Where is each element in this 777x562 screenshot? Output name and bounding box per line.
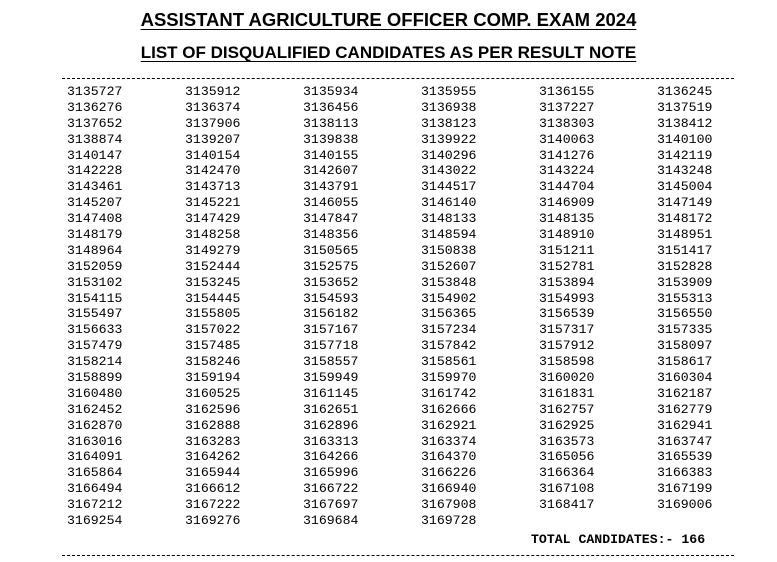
candidate-number: 3135727 xyxy=(67,84,123,99)
candidate-number: 3160304 xyxy=(657,370,713,386)
candidate-number: 3140155 xyxy=(303,147,359,163)
candidate-number: 3138412 xyxy=(657,115,713,131)
candidate-number: 3143461 xyxy=(67,179,123,195)
candidate-number: 3135955 xyxy=(421,84,477,99)
candidate-number: 3166364 xyxy=(539,465,595,481)
candidate-number: 3159949 xyxy=(303,370,359,386)
candidate-number: 3169684 xyxy=(303,513,359,529)
candidate-number: 3136276 xyxy=(67,99,123,115)
candidate-number: 3152575 xyxy=(303,258,359,274)
candidate-number: 3162896 xyxy=(303,417,359,433)
candidate-number: 3157485 xyxy=(185,338,241,354)
candidate-number: 3164370 xyxy=(421,449,477,465)
candidate-number: 3136245 xyxy=(657,84,713,99)
candidate-number: 3153652 xyxy=(303,274,359,290)
candidate-number: 3158557 xyxy=(303,354,359,370)
candidate-number: 3159194 xyxy=(185,370,241,386)
candidate-number: 3143224 xyxy=(539,163,595,179)
document-title: ASSISTANT AGRICULTURE OFFICER COMP. EXAM 2024 xyxy=(140,9,637,30)
candidate-number: 3165539 xyxy=(657,449,713,465)
candidate-number: 3137519 xyxy=(657,99,713,115)
candidate-number: 3148356 xyxy=(303,227,359,243)
candidate-number: 3166226 xyxy=(421,465,477,481)
candidate-number: 3158899 xyxy=(67,370,123,386)
candidate-number: 3159970 xyxy=(421,370,477,386)
candidate-number: 3167908 xyxy=(421,497,477,513)
candidate-number: 3142119 xyxy=(657,147,713,163)
candidate-number: 3146140 xyxy=(421,195,477,211)
candidate-number: 3152828 xyxy=(657,258,713,274)
candidate-number: 3161742 xyxy=(421,385,477,401)
candidate-number: 3152444 xyxy=(185,258,241,274)
candidate-number: 3137227 xyxy=(539,99,595,115)
candidate-number: 3168417 xyxy=(539,497,595,513)
candidate-number: 3157718 xyxy=(303,338,359,354)
candidate-number: 3165996 xyxy=(303,465,359,481)
total-label: TOTAL CANDIDATES:- xyxy=(531,532,674,547)
candidate-number: 3153245 xyxy=(185,274,241,290)
candidate-number: 3154902 xyxy=(421,290,477,306)
candidate-number: 3144517 xyxy=(421,179,477,195)
candidate-number: 3166383 xyxy=(657,465,713,481)
candidate-number: 3163313 xyxy=(303,433,359,449)
candidate-number: 3158561 xyxy=(421,354,477,370)
top-dashed-rule xyxy=(62,78,734,79)
candidate-number: 3141276 xyxy=(539,147,595,163)
candidate-number: 3140154 xyxy=(185,147,241,163)
candidate-number: 3157912 xyxy=(539,338,595,354)
candidate-number: 3165056 xyxy=(539,449,595,465)
candidate-number: 3162596 xyxy=(185,401,241,417)
candidate-number: 3155805 xyxy=(185,306,241,322)
candidate-number: 3152781 xyxy=(539,258,595,274)
candidate-number: 3155497 xyxy=(67,306,123,322)
candidate-number: 3166612 xyxy=(185,481,241,497)
candidate-number: 3147429 xyxy=(185,211,241,227)
candidate-number: 3164091 xyxy=(67,449,123,465)
candidate-number: 3169006 xyxy=(657,497,713,513)
candidate-number: 3138874 xyxy=(67,131,123,147)
candidate-number: 3163016 xyxy=(67,433,123,449)
candidate-number: 3148179 xyxy=(67,227,123,243)
candidate-number: 3148964 xyxy=(67,242,123,258)
total-candidates xyxy=(531,532,705,547)
candidate-number: 3153894 xyxy=(539,274,595,290)
candidate-number: 3162757 xyxy=(539,401,595,417)
candidate-number: 3163747 xyxy=(657,433,713,449)
candidate-number: 3158214 xyxy=(67,354,123,370)
candidate-number: 3162925 xyxy=(539,417,595,433)
candidate-number: 3163283 xyxy=(185,433,241,449)
candidate-number: 3153848 xyxy=(421,274,477,290)
candidate-number: 3161831 xyxy=(539,385,595,401)
candidate-number: 3153102 xyxy=(67,274,123,290)
candidate-number: 3142470 xyxy=(185,163,241,179)
candidate-number: 3156182 xyxy=(303,306,359,322)
candidate-number: 3154445 xyxy=(185,290,241,306)
candidate-number: 3158097 xyxy=(657,338,713,354)
candidate-number: 3142607 xyxy=(303,163,359,179)
candidate-number: 3157317 xyxy=(539,322,595,338)
candidate-number: 3137906 xyxy=(185,115,241,131)
candidate-number: 3135912 xyxy=(185,84,241,99)
candidate-number: 3150565 xyxy=(303,242,359,258)
candidate-number: 3169276 xyxy=(185,513,241,529)
candidate-number: 3140147 xyxy=(67,147,123,163)
candidate-number: 3166494 xyxy=(67,481,123,497)
candidate-number: 3167212 xyxy=(67,497,123,513)
candidate-number: 3155313 xyxy=(657,290,713,306)
candidate-number: 3167697 xyxy=(303,497,359,513)
candidate-number: 3145207 xyxy=(67,195,123,211)
candidate-number: 3156539 xyxy=(539,306,595,322)
candidate-number: 3140296 xyxy=(421,147,477,163)
candidate-number: 3148951 xyxy=(657,227,713,243)
candidate-number: 3157842 xyxy=(421,338,477,354)
candidate-number: 3158617 xyxy=(657,354,713,370)
candidate-number: 3138123 xyxy=(421,115,477,131)
candidate-number: 3146055 xyxy=(303,195,359,211)
candidate-number: 3152607 xyxy=(421,258,477,274)
candidate-number: 3157335 xyxy=(657,322,713,338)
total-value: 166 xyxy=(681,532,706,547)
candidate-number: 3153909 xyxy=(657,274,713,290)
candidate-number: 3162187 xyxy=(657,385,713,401)
candidate-number: 3157022 xyxy=(185,322,241,338)
candidate-number: 3143713 xyxy=(185,179,241,195)
candidate-number: 3157167 xyxy=(303,322,359,338)
candidate-number: 3169728 xyxy=(421,513,477,529)
bottom-dashed-rule xyxy=(62,555,734,556)
candidate-number: 3162888 xyxy=(185,417,241,433)
candidate-number: 3148133 xyxy=(421,211,477,227)
candidate-number: 3140100 xyxy=(657,131,713,147)
candidate-number: 3158598 xyxy=(539,354,595,370)
candidate-number: 3163374 xyxy=(421,433,477,449)
candidate-number: 3140063 xyxy=(539,131,595,147)
candidate-number: 3157479 xyxy=(67,338,123,354)
candidate-number: 3158246 xyxy=(185,354,241,370)
candidate-number: 3162779 xyxy=(657,401,713,417)
candidate-number: 3164266 xyxy=(303,449,359,465)
candidate-number: 3151211 xyxy=(539,242,595,258)
candidate-number: 3152059 xyxy=(67,258,123,274)
candidate-number: 3162921 xyxy=(421,417,477,433)
candidate-number: 3160480 xyxy=(67,385,123,401)
candidate-number: 3165944 xyxy=(185,465,241,481)
candidate-number: 3148594 xyxy=(421,227,477,243)
candidate-number: 3166722 xyxy=(303,481,359,497)
candidate-number: 3149279 xyxy=(185,242,241,258)
candidate-number: 3145004 xyxy=(657,179,713,195)
candidate-number: 3147408 xyxy=(67,211,123,227)
candidate-number: 3136456 xyxy=(303,99,359,115)
candidate-number: 3136938 xyxy=(421,99,477,115)
candidate-number: 3143248 xyxy=(657,163,713,179)
candidate-number: 3157234 xyxy=(421,322,477,338)
candidate-number: 3146909 xyxy=(539,195,595,211)
candidate-number: 3145221 xyxy=(185,195,241,211)
candidate-number: 3167108 xyxy=(539,481,595,497)
candidate-number: 3154115 xyxy=(67,290,123,306)
candidate-number: 3137652 xyxy=(67,115,123,131)
candidate-number: 3151417 xyxy=(657,242,713,258)
candidate-number: 3143791 xyxy=(303,179,359,195)
candidate-number: 3164262 xyxy=(185,449,241,465)
document-subtitle: LIST OF DISQUALIFIED CANDIDATES AS PER RESULT NOTE xyxy=(140,43,637,62)
candidate-number: 3148135 xyxy=(539,211,595,227)
candidate-number: 3156550 xyxy=(657,306,713,322)
candidate-number: 3139838 xyxy=(303,131,359,147)
candidate-number: 3162870 xyxy=(67,417,123,433)
candidate-number: 3136374 xyxy=(185,99,241,115)
candidate-number: 3169254 xyxy=(67,513,123,529)
candidate-number: 3148910 xyxy=(539,227,595,243)
candidate-number: 3144704 xyxy=(539,179,595,195)
candidate-number: 3148172 xyxy=(657,211,713,227)
candidate-number: 3162651 xyxy=(303,401,359,417)
candidate-number: 3139922 xyxy=(421,131,477,147)
candidate-number: 3147847 xyxy=(303,211,359,227)
candidate-number: 3154593 xyxy=(303,290,359,306)
candidate-number: 3138113 xyxy=(303,115,359,131)
candidate-number: 3147149 xyxy=(657,195,713,211)
candidate-number: 3142228 xyxy=(67,163,123,179)
candidate-number: 3167222 xyxy=(185,497,241,513)
candidate-number: 3166940 xyxy=(421,481,477,497)
candidate-number: 3167199 xyxy=(657,481,713,497)
candidate-number: 3160525 xyxy=(185,385,241,401)
candidate-number: 3148258 xyxy=(185,227,241,243)
candidate-number: 3136155 xyxy=(539,84,595,99)
candidate-number: 3160020 xyxy=(539,370,595,386)
candidate-list xyxy=(67,84,775,529)
candidate-number: 3163573 xyxy=(539,433,595,449)
candidate-number: 3154993 xyxy=(539,290,595,306)
candidate-number: 3143022 xyxy=(421,163,477,179)
candidate-number: 3135934 xyxy=(303,84,359,99)
candidate-number: 3161145 xyxy=(303,385,359,401)
candidate-number: 3138303 xyxy=(539,115,595,131)
candidate-number: 3162452 xyxy=(67,401,123,417)
candidate-number: 3162666 xyxy=(421,401,477,417)
candidate-number: 3139207 xyxy=(185,131,241,147)
candidate-number: 3150838 xyxy=(421,242,477,258)
candidate-number: 3156365 xyxy=(421,306,477,322)
candidate-number: 3156633 xyxy=(67,322,123,338)
candidate-number: 3162941 xyxy=(657,417,713,433)
candidate-number: 3165864 xyxy=(67,465,123,481)
